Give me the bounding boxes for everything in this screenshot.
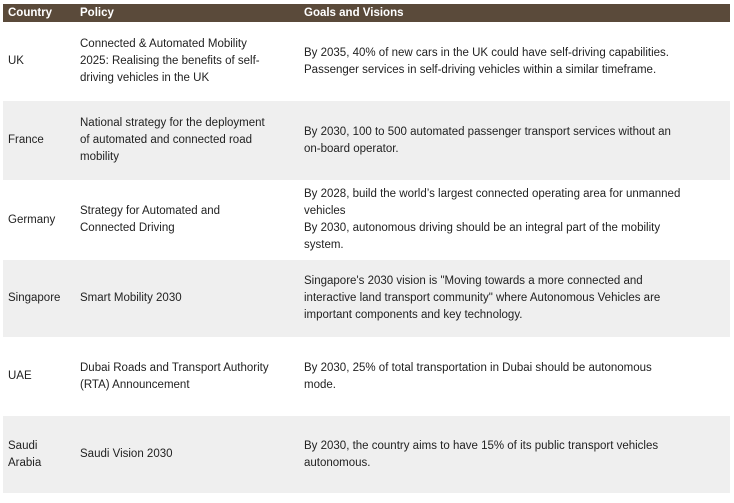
goals-line: By 2030, 100 to 500 automated passenger transport services without an [304, 125, 671, 138]
policy-cell [76, 260, 300, 337]
goals-line: system. [304, 239, 344, 251]
goals-line: By 2028, build the world’s largest connected operating area for unmanned [304, 188, 681, 200]
country-text: UK [8, 55, 24, 67]
column-header-country: Country [3, 4, 76, 22]
policy-line: driving vehicles in the UK [80, 72, 210, 84]
goals-line: important components and key technology. [304, 309, 523, 321]
goals-cell [300, 180, 730, 260]
policy-cell [76, 180, 300, 260]
goals-cell [300, 416, 730, 493]
policy-line: (RTA) Announcement [80, 378, 190, 391]
country-text: France [8, 134, 44, 146]
goals-line: By 2030, autonomous driving should be an integral part of the mobility [304, 222, 661, 234]
country-cell [3, 180, 76, 260]
policy-cell [76, 416, 300, 493]
goals-line: vehicles [304, 205, 346, 217]
policy-cell [76, 337, 300, 416]
column-header-goals: Goals and Visions [300, 4, 730, 22]
header-row [3, 4, 730, 22]
goals-line: Singapore's 2030 vision is "Moving towards a more connected and [304, 275, 643, 287]
policy-line: of automated and connected road [80, 134, 252, 146]
country-text: UAE [8, 370, 32, 382]
table-row [3, 416, 730, 493]
country-cell [3, 416, 76, 493]
goals-cell [300, 22, 730, 101]
goals-line: Passenger services in self-driving vehicles within a similar timeframe. [304, 63, 657, 76]
policy-line: mobility [80, 151, 119, 163]
country-cell [3, 337, 76, 416]
goals-cell [300, 337, 730, 416]
policy-cell [76, 22, 300, 101]
country-text: Germany [8, 213, 56, 226]
goals-cell [300, 260, 730, 337]
country-text: Saudi [8, 439, 38, 452]
policy-line: Smart Mobility 2030 [80, 292, 182, 304]
goals-line: By 2030, 25% of total transportation in Dubai should be autonomous [304, 361, 652, 374]
goals-line: on-board operator. [304, 142, 399, 155]
policy-line: Saudi Vision 2030 [80, 448, 173, 460]
policy-table [3, 4, 730, 493]
policy-line: Connected Driving [80, 222, 175, 234]
policy-cell [76, 101, 300, 180]
table-row [3, 180, 730, 260]
goals-line: By 2035, 40% of new cars in the UK could have self-driving capabilities. [304, 46, 670, 59]
policy-line: Connected & Automated Mobility [80, 38, 247, 50]
table-row [3, 337, 730, 416]
goals-line: By 2030, the country aims to have 15% of its public transport vehicles [304, 439, 659, 452]
column-header-policy: Policy [76, 4, 300, 22]
country-cell [3, 101, 76, 180]
country-cell [3, 260, 76, 337]
country-cell [3, 22, 76, 101]
country-text: Singapore [8, 292, 61, 304]
table-row [3, 22, 730, 101]
policy-line: Strategy for Automated and [80, 205, 221, 217]
policy-line: 2025: Realising the benefits of self- [80, 55, 260, 67]
table-row [3, 101, 730, 180]
goals-line: mode. [304, 378, 336, 391]
table-row [3, 260, 730, 337]
policy-line: Dubai Roads and Transport Authority [80, 361, 269, 374]
goals-line: interactive land transport community" where Autonomous Vehicles are [304, 292, 661, 304]
policy-line: National strategy for the deployment [80, 117, 265, 129]
goals-cell [300, 101, 730, 180]
country-text: Arabia [8, 456, 42, 469]
table-header [3, 4, 730, 22]
table-body [3, 22, 730, 493]
goals-line: autonomous. [304, 456, 371, 469]
